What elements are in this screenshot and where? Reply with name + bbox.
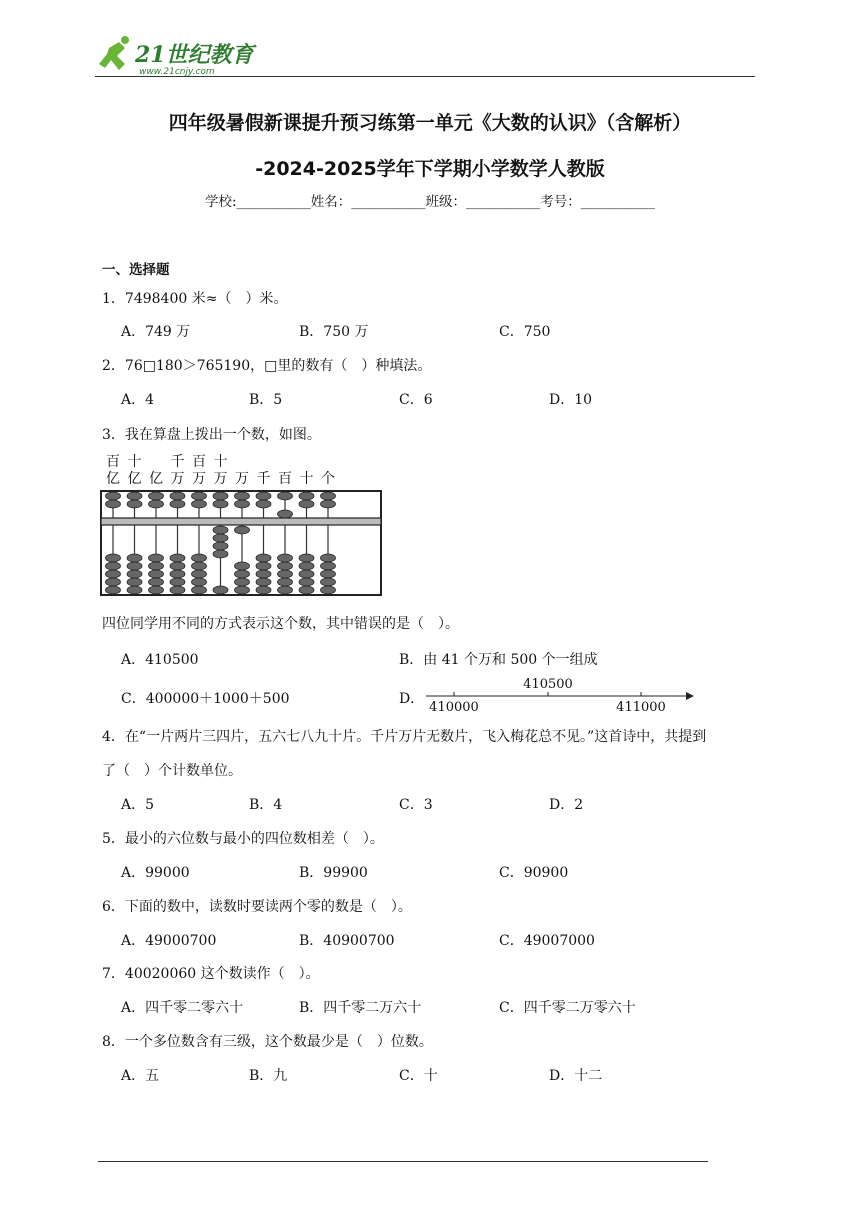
q7-option-c: C．四千零二万零六十 [499, 1000, 636, 1016]
abacus-bead [235, 526, 250, 534]
question-3-stem: 3．我在算盘上拨出一个数，如图。 [102, 427, 321, 443]
abacus-bead [235, 578, 250, 586]
question-4-stem: 4．在“一片两片三四片，五六七八九十片。千片万片无数片，飞入梅花总不见。”这首诗中，共提到 [102, 729, 707, 745]
abacus-bead [321, 562, 336, 570]
section-heading: 一、选择题 [102, 262, 170, 278]
abacus-bead [127, 578, 142, 586]
abacus-bead [299, 586, 314, 594]
abacus-bead [235, 500, 250, 508]
logo-url: www.21cnjy.com [139, 67, 215, 77]
abacus-label-top: 十 [127, 454, 142, 470]
abacus-bead [299, 492, 314, 500]
abacus-bead [278, 562, 293, 570]
abacus-bead [170, 586, 185, 594]
abacus-bead [235, 586, 250, 594]
footer-rule [98, 1161, 708, 1162]
abacus-bead [256, 500, 271, 508]
abacus-bead [192, 500, 207, 508]
abacus-beam [101, 518, 381, 525]
abacus-bead [213, 492, 228, 500]
q2-option-d: D．10 [549, 392, 593, 408]
abacus-label-bottom: 亿 [127, 471, 142, 487]
abacus-bead [170, 578, 185, 586]
q4-option-d: D．2 [549, 797, 584, 813]
question-6-stem: 6．下面的数中，读数时要读两个零的数是（ ）。 [102, 899, 412, 915]
logo [95, 34, 265, 78]
q5-option-a: A．99000 [121, 865, 190, 881]
abacus-bead [149, 586, 164, 594]
abacus-bead [170, 570, 185, 578]
abacus-bead [127, 554, 142, 562]
abacus-bead [106, 500, 121, 508]
abacus-bead [149, 500, 164, 508]
number-line [424, 675, 694, 715]
question-2-stem: 2．76□180＞765190，□里的数有（ ）种填法。 [102, 358, 432, 374]
abacus-bead [235, 492, 250, 500]
abacus-bead [192, 578, 207, 586]
abacus-label-bottom: 百 [278, 471, 292, 487]
abacus-bead [213, 542, 228, 550]
abacus-bead [278, 578, 293, 586]
q3-option-d: D． [399, 691, 425, 707]
number-line-start-label: 410000 [429, 700, 479, 715]
abacus-bead [192, 562, 207, 570]
abacus-bead [127, 562, 142, 570]
abacus-bead [299, 562, 314, 570]
q4-option-c: C．3 [399, 797, 433, 813]
abacus-bead [213, 550, 228, 558]
question-4-stem-cont: 了（ ）个计数单位。 [102, 763, 242, 779]
header-rule [95, 76, 755, 77]
abacus-bead [106, 554, 121, 562]
abacus-bead [106, 578, 121, 586]
q5-option-b: B．99900 [299, 865, 368, 881]
abacus-label-bottom: 万 [235, 471, 249, 487]
abacus-bead [106, 562, 121, 570]
page-subtitle: -2024-2025学年下学期小学数学人教版 [255, 158, 605, 180]
q2-option-c: C．6 [399, 392, 433, 408]
abacus-label-bottom: 万 [192, 471, 206, 487]
q6-option-b: B．40900700 [299, 933, 395, 949]
logo-text: 21世纪教育 [135, 42, 254, 68]
q8-option-d: D．十二 [549, 1068, 603, 1084]
q3-option-c: C．400000＋1000＋500 [121, 691, 290, 707]
question-1-stem: 1．7498400 米≈（ ）米。 [102, 291, 288, 307]
abacus-label-top: 百 [106, 454, 120, 470]
abacus-bead [256, 554, 271, 562]
q2-option-b: B．5 [249, 392, 283, 408]
abacus-bead [299, 554, 314, 562]
abacus-bead [321, 578, 336, 586]
abacus-bead [127, 586, 142, 594]
number-line-mid-label: 410500 [523, 677, 573, 692]
q8-option-a: A．五 [121, 1068, 160, 1084]
abacus-bead [299, 500, 314, 508]
q8-option-c: C．十 [399, 1068, 438, 1084]
abacus-bead [278, 554, 293, 562]
abacus-bead [278, 510, 293, 518]
student-info-line: 学校:___________姓名：___________班级：___________考号：___________ [204, 194, 656, 210]
abacus-bead [170, 492, 185, 500]
abacus-bead [213, 586, 228, 594]
abacus-bead [299, 578, 314, 586]
abacus-bead [192, 554, 207, 562]
abacus-bead [321, 500, 336, 508]
abacus-bead [149, 578, 164, 586]
abacus-bead [149, 492, 164, 500]
q4-option-b: B．4 [249, 797, 283, 813]
abacus-bead [278, 492, 293, 500]
page-title: 四年级暑假新课提升预习练第一单元《大数的认识》（含解析） [168, 112, 692, 134]
question-7-stem: 7．40020060 这个数读作（ ）。 [102, 966, 320, 982]
question-5-stem: 5．最小的六位数与最小的四位数相差（ ）。 [102, 831, 384, 847]
q1-option-a: A．749 万 [121, 324, 191, 340]
abacus-bead [106, 492, 121, 500]
abacus-bead [127, 570, 142, 578]
abacus-bead [321, 570, 336, 578]
abacus-label-top: 百 [192, 454, 206, 470]
question-8-stem: 8．一个多位数含有三级，这个数最少是（ ）位数。 [102, 1034, 433, 1050]
abacus-bead [106, 570, 121, 578]
abacus-bead [127, 500, 142, 508]
abacus-bead [256, 562, 271, 570]
runner-icon [99, 42, 125, 70]
abacus-label-bottom: 万 [170, 471, 185, 487]
abacus-bead [235, 562, 250, 570]
abacus-bead [256, 492, 271, 500]
abacus-label-bottom: 亿 [106, 471, 120, 487]
abacus-bead [149, 570, 164, 578]
abacus-bead [170, 500, 185, 508]
abacus-label-top: 十 [213, 454, 228, 470]
abacus-bead [170, 554, 185, 562]
abacus-bead [213, 500, 228, 508]
question-3-stem-2: 四位同学用不同的方式表示这个数，其中错误的是（ ）。 [102, 616, 459, 632]
abacus-bead [192, 586, 207, 594]
q5-option-c: C．90900 [499, 865, 569, 881]
q7-option-a: A．四千零二零六十 [121, 1000, 244, 1016]
q7-option-b: B．四千零二万六十 [299, 1000, 422, 1016]
abacus-bead [235, 570, 250, 578]
abacus-bead [278, 570, 293, 578]
abacus-bead [278, 586, 293, 594]
abacus-bead [170, 562, 185, 570]
q2-option-a: A．4 [121, 392, 155, 408]
abacus-bead [192, 492, 207, 500]
abacus-bead [127, 492, 142, 500]
abacus-bead [256, 586, 271, 594]
abacus-bead [256, 578, 271, 586]
abacus-label-bottom: 千 [256, 471, 271, 487]
abacus-bead [321, 586, 336, 594]
abacus-figure [100, 452, 390, 602]
abacus-bead [213, 526, 228, 534]
q3-option-b: B．由 41 个万和 500 个一组成 [399, 652, 598, 668]
q1-option-b: B．750 万 [299, 324, 369, 340]
abacus-bead [149, 554, 164, 562]
q1-option-c: C．750 [499, 324, 551, 340]
abacus-bead [213, 534, 228, 542]
q6-option-c: C．49007000 [499, 933, 595, 949]
number-line-end-label: 411000 [616, 700, 666, 715]
abacus-label-top: 千 [170, 454, 185, 470]
abacus-bead [192, 570, 207, 578]
abacus-bead [299, 570, 314, 578]
abacus-label-bottom: 十 [299, 471, 314, 487]
abacus-bead [321, 492, 336, 500]
abacus-bead [106, 586, 121, 594]
q3-option-a: A．410500 [121, 652, 199, 668]
abacus-bead [321, 554, 336, 562]
abacus-label-bottom: 个 [321, 471, 335, 487]
abacus-label-bottom: 万 [213, 471, 228, 487]
abacus-label-bottom: 亿 [149, 471, 163, 487]
abacus-bead [149, 562, 164, 570]
q4-option-a: A．5 [121, 797, 155, 813]
q8-option-b: B．九 [249, 1068, 288, 1084]
q6-option-a: A．49000700 [121, 933, 217, 949]
abacus-bead [256, 570, 271, 578]
